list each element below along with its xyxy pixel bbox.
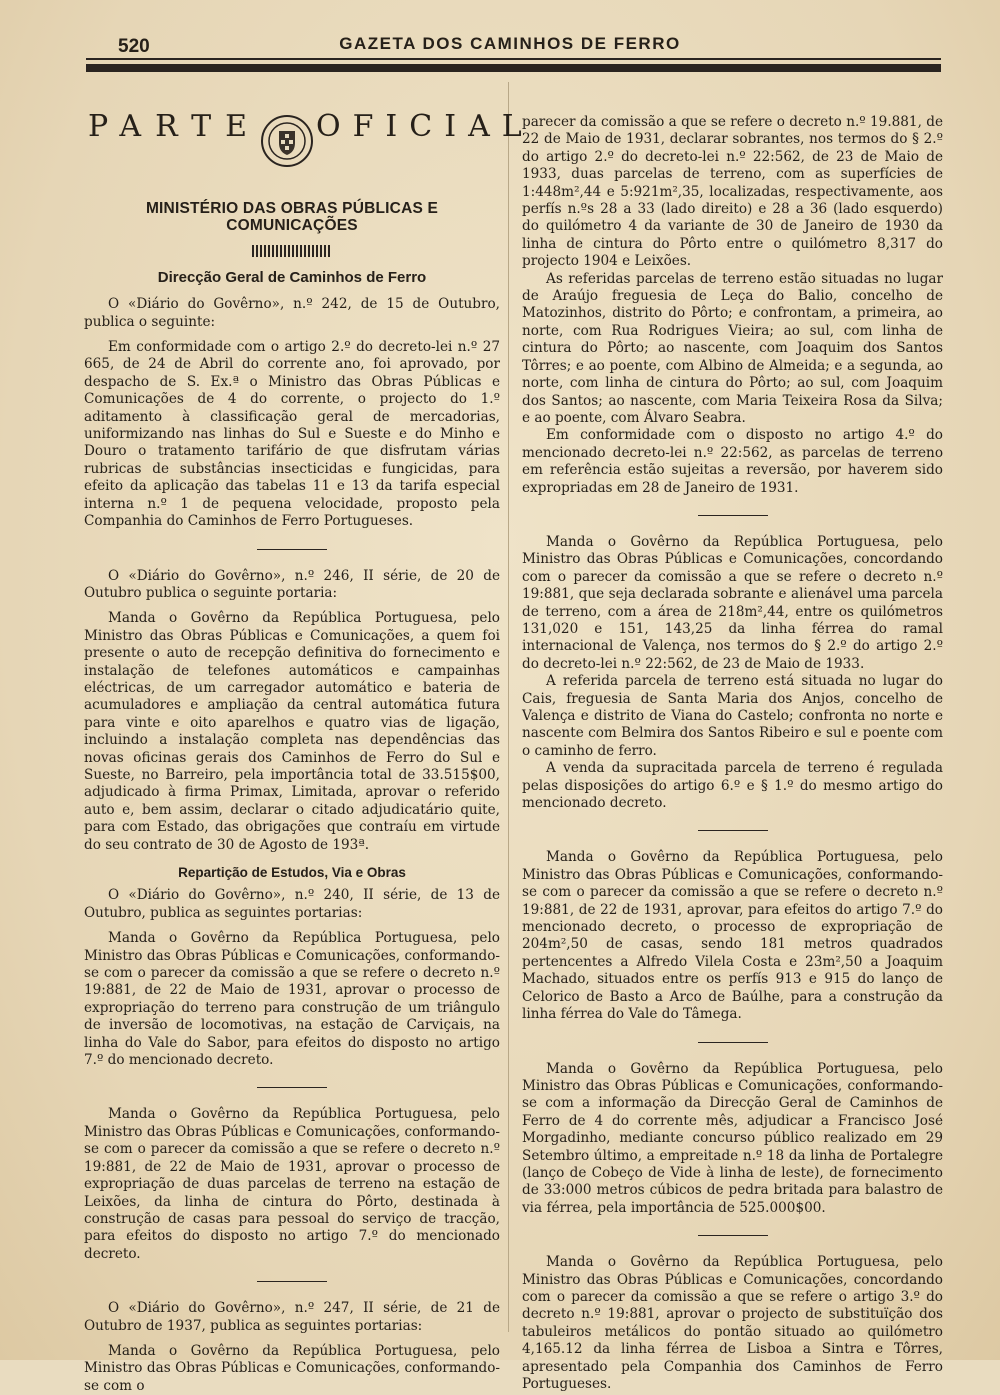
paragraph: A venda da supracitada parcela de terreno é regulada pelas disposições do artigo 6.º e § 1.º do mesmo artigo do mencionado decreto.: [522, 760, 943, 812]
coat-of-arms-icon: [260, 114, 314, 168]
section-heading: Direcção Geral de Caminhos de Ferro: [157, 268, 427, 286]
masthead-word-parte: PARTE: [88, 109, 262, 144]
paragraph: Manda o Govêrno da República Portuguesa, pelo Ministro das Obras Públicas e Comunicações, concordando com o parecer da comissão a que se refere o artigo 3.º do decreto n.º 19:881, aprovar o projecto de substituïção dos tabuleiros metálicos do pontão situado ao quilómetro 4,165.12 da linha férrea de Lisboa a Sintra e Tôrres, apresentado pela Companhia dos Caminhos de Ferro Portugueses.: [522, 1254, 943, 1392]
paragraph: Em conformidade com o artigo 2.º do decreto-lei n.º 27 665, de 24 de Abril do corrente ano, foi aprovado, por despacho de S. Ex.ª o Ministro das Obras Públicas e Comunicações de 4 do corrente, o projecto do 1.º aditamento à classificação geral de mercadorias, uniformizando nas linhas do Sul e Sueste e do Minho e Douro o tratamento tarifário de que disfrutam várias rubricas de substâncias insecticidas e fungicidas, para efeito da aplicação das tabelas 11 e 13 da tarifa especial interna n.º 1 de pequena velocidade, proposto pela Companhia do Caminhos de Ferro Portugueses.: [84, 339, 500, 530]
masthead: [84, 109, 534, 200]
sub-heading: Repartição de Estudos, Via e Obras: [178, 865, 406, 880]
left-column: [84, 109, 534, 1395]
page-number: 520: [118, 36, 150, 57]
separator-line: [257, 1087, 327, 1088]
paragraph: parecer da comissão a que se refere o decreto n.º 19.881, de 22 de Maio de 1931, declarar sobrantes, nos termos do § 2.º do artigo 2.º do decreto-lei n.º 22:562, de 23 de Maio de 1933, duas parcelas de terreno, com as superfícies de 1:448m²,44 e 5:921m²,35, localizadas, respectivamente, aos perfís n.ºs 28 a 33 (lado direito) e 28 a 36 (lado esquerdo) do quilómetro 4 da variante de 30 de Janeiro de 1930 da linha de cintura do Pôrto entre o quilómetro 8,317 do projecto 1904 e Leixões.: [522, 114, 943, 270]
separator-line: [698, 1235, 768, 1236]
separator-line: [698, 830, 768, 831]
header-rule-thin: [86, 58, 941, 60]
paragraph: O «Diário do Govêrno», n.º 247, II série, de 21 de Outubro de 1937, publica as seguintes portarias:: [84, 1300, 500, 1334]
paragraph: A referida parcela de terreno está situada no lugar do Cais, freguesia de Santa Maria dos Anjos, concelho de Valença e distrito de Viana do Castelo; confronta no norte e nascente com Belmira dos Santos Ribeiro e sul e poente com o caminho de ferro.: [522, 673, 943, 759]
paragraph: O «Diário do Govêrno», n.º 242, de 15 de Outubro, publica o seguinte:: [84, 296, 500, 330]
masthead-word-oficial: OFICIAL: [316, 109, 534, 144]
paragraph: O «Diário do Govêrno», n.º 240, II série, de 13 de Outubro, publica as seguintes portarias:: [84, 887, 500, 921]
paragraph: Manda o Govêrno da República Portuguesa, pelo Ministro das Obras Públicas e Comunicações, conformando-se com a informação da Direcção Geral de Caminhos de Ferro de 4 do corrente mês, adjudicar a Francisco José Morgadinho, mediante concurso público realizado em 29 Setembro último, a empreitade n.º 18 da linha de Portalegre (lanço de Cobeço de Vide à linha de leste), de fornecimento de 33:000 metros cúbicos de pedra britada para balastro de via férrea, pela importância de 525.000$00.: [522, 1060, 943, 1216]
column-divider: [508, 82, 509, 1332]
ornament-divider: [252, 245, 332, 257]
paragraph: O «Diário do Govêrno», n.º 246, II série, de 20 de Outubro publica o seguinte portaria:: [84, 567, 500, 601]
right-column: [522, 114, 943, 1393]
separator-line: [257, 1281, 327, 1282]
running-title: GAZETA DOS CAMINHOS DE FERRO: [339, 34, 681, 53]
paragraph: Manda o Govêrno da República Portuguesa, pelo Ministro das Obras Públicas e Comunicações, conformando-se com o parecer da comissão a que se refere o decreto n.º 19:881, de 22 de Maio de 1931, aprovar o processo de expropriação de duas parcelas de terreno na estação de Leixões, da linha de cintura do Pôrto, destinada à construção de casas para pessoal do serviço de tracção, para efeitos do disposto no artigo 7.º do mencionado decreto.: [84, 1106, 500, 1262]
paragraph: Em conformidade com o disposto no artigo 4.º do mencionado decreto-lei n.º 22:562, as parcelas de terreno em referência estão sujeitas a reversão, por haverem sido expropriadas em 28 de Janeiro de 1931.: [522, 427, 943, 496]
paragraph: Manda o Govêrno da República Portuguesa, pelo Ministro das Obras Públicas e Comunicações, conformando-se com o: [84, 1342, 500, 1394]
paragraph: Manda o Govêrno da República Portuguesa, pelo Ministro das Obras Públicas e Comunicações, a quem foi presente o auto de recepção definitiva do fornecimento e instalação de telefones automáticos e campainhas eléctricas, de um carregador automático e bateria de acumuladores e ampliação da central automática futura para vinte e oito aparelhos e quatro vias de ligação, incluindo a instalação completa nas dependências das novas oficinas gerais dos Caminhos de Ferro do Sul e Sueste, no Barreiro, pela importância total de 33.515$00, adjudicado à firma Primax, Limitada, aprovar o referido auto e, bem assim, declarar o citado adjudicatário quite, para com Estado, das obrigações que contraíu em virtude do seu contrato de 30 de Agosto de 193ª.: [84, 610, 500, 853]
paragraph: As referidas parcelas de terreno estão situadas no lugar de Araújo freguesia de Leça do Balio, concelho de Matozinhos, distrito do Pôrto; e confrontam, a primeira, ao norte, com Rua Rodrigues Vieira; ao sul, com linha de cintura do Pôrto; ao nascente, com Joaquim dos Santos Tôrres; e ao poente, com Albino de Almeida; e a segunda, ao norte, com linha de cintura do Pôrto; ao sul, com Joaquim dos Santos; ao nascente, com Maria Teixeira Rosa da Silva; e ao poente, com Álvaro Seabra.: [522, 270, 943, 426]
separator-line: [698, 1042, 768, 1043]
paragraph: Manda o Govêrno da República Portuguesa, pelo Ministro das Obras Públicas e Comunicações, conformando-se com o parecer da comissão a que se refere o decreto n.º 19:881, de 22 de 1931, aprovar, para efeitos do artigo 7.º do mencionado decreto, o processo de expropriação de 204m²,50 de casas, sendo 181 metros quadrados pertencentes a Alfredo Vilela Costa e 23m²,50 a Joaquim Machado, situados entre os perfís 913 e 915 do lanço de Celorico de Basto a Arco de Baúlhe, para a construção da linha férrea do Vale do Tâmega.: [522, 849, 943, 1023]
paragraph: Manda o Govêrno da República Portuguesa, pelo Ministro das Obras Públicas e Comunicações, conformando-se com o parecer da comissão a que se refere o decreto n.º 19:881, de 22 de Maio de 1931, aprovar o processo de expropriação do terreno para construção de um triângulo de inversão de locomotivas, na estação de Carviçais, na linha do Vale do Sabor, para efeitos do disposto no artigo 7.º do mencionado decreto.: [84, 930, 500, 1069]
separator-line: [698, 515, 768, 516]
ministry-title: MINISTÉRIO DAS OBRAS PÚBLICAS E COMUNICAÇÕES: [145, 200, 439, 235]
paragraph: Manda o Govêrno da República Portuguesa, pelo Ministro das Obras Públicas e Comunicações, concordando com o parecer da comissão a que se refere o decreto n.º 19:881, que seja declarada sobrante e alienável uma parcela de terreno, com a área de 218m²,44, entre os quilómetros 131,020 e 151, 143,25 da linha férrea do ramal internacional de Valença, nos termos do § 2.º do artigo 2.º do decreto-lei n.º 22:562, de 23 de Maio de 1933.: [522, 533, 943, 672]
separator-line: [257, 549, 327, 550]
header-rule-thick: [86, 64, 941, 72]
